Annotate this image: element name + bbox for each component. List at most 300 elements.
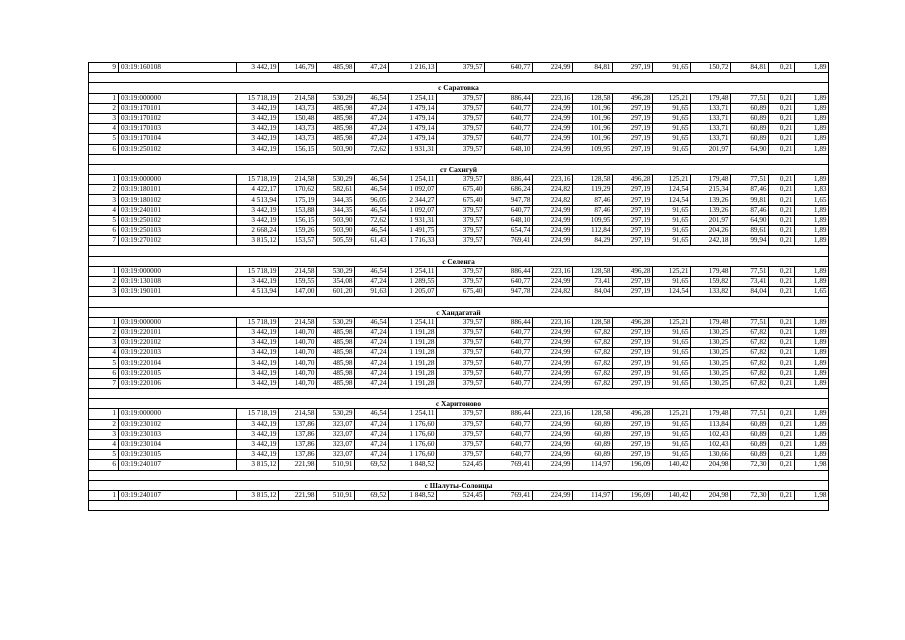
value-cell: 524,45 [437, 490, 485, 500]
value-cell: 89,61 [731, 226, 769, 236]
row-number: 5 [89, 215, 119, 225]
section-title: с Хандагатай [89, 307, 829, 317]
table-row [89, 450, 829, 460]
row-number: 4 [89, 439, 119, 449]
value-cell: 640,77 [485, 276, 533, 286]
row-number: 1 [89, 490, 119, 500]
value-cell: 379,57 [437, 226, 485, 236]
value-cell: 485,98 [317, 327, 355, 337]
cadastral-code: 03:19:220101 [119, 327, 237, 337]
value-cell: 640,77 [485, 113, 533, 123]
value-cell: 91,65 [653, 124, 691, 134]
value-cell: 1,89 [795, 327, 829, 337]
value-cell: 60,89 [731, 419, 769, 429]
value-cell: 1 191,28 [389, 348, 437, 358]
spacer-row [89, 154, 829, 164]
value-cell: 1,89 [795, 317, 829, 327]
value-cell: 143,73 [279, 103, 317, 113]
value-cell: 297,19 [613, 144, 653, 154]
value-cell: 379,57 [437, 124, 485, 134]
value-cell: 47,24 [355, 327, 389, 337]
value-cell: 354,08 [317, 276, 355, 286]
value-cell: 640,77 [485, 439, 533, 449]
value-cell: 133,71 [691, 134, 731, 144]
value-cell: 379,57 [437, 144, 485, 154]
value-cell: 297,19 [613, 113, 653, 123]
value-cell: 297,19 [613, 368, 653, 378]
value-cell: 150,48 [279, 113, 317, 123]
spacer-row [89, 297, 829, 307]
value-cell: 1 176,60 [389, 450, 437, 460]
value-cell: 640,77 [485, 338, 533, 348]
value-cell: 77,51 [731, 93, 769, 103]
row-number: 1 [89, 175, 119, 185]
value-cell: 69,52 [355, 460, 389, 470]
value-cell: 214,58 [279, 266, 317, 276]
section-title: с Шалуты-Солонцы [89, 480, 829, 490]
value-cell: 0,21 [769, 226, 795, 236]
value-cell: 1,89 [795, 205, 829, 215]
tariff-table [88, 62, 829, 511]
spacer-row [89, 501, 829, 511]
value-cell: 503,90 [317, 144, 355, 154]
value-cell: 139,26 [691, 195, 731, 205]
value-cell: 1,98 [795, 490, 829, 500]
value-cell: 60,89 [731, 134, 769, 144]
value-cell: 224,99 [533, 338, 573, 348]
table-row [89, 185, 829, 195]
value-cell: 114,97 [573, 490, 613, 500]
value-cell: 1 205,07 [389, 287, 437, 297]
value-cell: 297,19 [613, 63, 653, 73]
cadastral-code: 03:19:220106 [119, 378, 237, 388]
value-cell: 0,21 [769, 195, 795, 205]
table-row [89, 205, 829, 215]
value-cell: 1 191,28 [389, 368, 437, 378]
value-cell: 0,21 [769, 236, 795, 246]
value-cell: 297,19 [613, 134, 653, 144]
table-row [89, 490, 829, 500]
value-cell: 1 191,28 [389, 378, 437, 388]
value-cell: 179,48 [691, 409, 731, 419]
value-cell: 224,99 [533, 439, 573, 449]
table-row [89, 276, 829, 286]
value-cell: 72,62 [355, 144, 389, 154]
value-cell: 46,54 [355, 175, 389, 185]
value-cell: 179,48 [691, 317, 731, 327]
value-cell: 4 513,94 [237, 195, 279, 205]
value-cell: 582,61 [317, 185, 355, 195]
tariff-table-sheet [88, 62, 828, 511]
value-cell: 0,21 [769, 276, 795, 286]
table-row [89, 195, 829, 205]
row-number: 5 [89, 358, 119, 368]
value-cell: 379,57 [437, 378, 485, 388]
value-cell: 109,95 [573, 215, 613, 225]
table-row [89, 439, 829, 449]
value-cell: 886,44 [485, 409, 533, 419]
value-cell: 769,41 [485, 236, 533, 246]
value-cell: 47,24 [355, 450, 389, 460]
value-cell: 47,24 [355, 113, 389, 123]
value-cell: 323,07 [317, 450, 355, 460]
value-cell: 0,21 [769, 327, 795, 337]
value-cell: 224,99 [533, 236, 573, 246]
value-cell: 0,21 [769, 348, 795, 358]
value-cell: 3 442,19 [237, 419, 279, 429]
value-cell: 3 815,12 [237, 490, 279, 500]
row-number: 6 [89, 144, 119, 154]
value-cell: 67,82 [731, 378, 769, 388]
value-cell: 1 479,14 [389, 103, 437, 113]
row-number: 3 [89, 195, 119, 205]
value-cell: 344,35 [317, 205, 355, 215]
value-cell: 137,86 [279, 450, 317, 460]
value-cell: 1,89 [795, 175, 829, 185]
value-cell: 379,57 [437, 419, 485, 429]
value-cell: 124,54 [653, 287, 691, 297]
value-cell: 91,65 [653, 113, 691, 123]
value-cell: 101,96 [573, 134, 613, 144]
value-cell: 297,19 [613, 450, 653, 460]
cadastral-code: 03:19:170101 [119, 103, 237, 113]
cadastral-code: 03:19:220104 [119, 358, 237, 368]
value-cell: 91,65 [653, 134, 691, 144]
cadastral-code: 03:19:230104 [119, 439, 237, 449]
value-cell: 133,71 [691, 113, 731, 123]
value-cell: 379,57 [437, 103, 485, 113]
value-cell: 102,43 [691, 429, 731, 439]
value-cell: 1,89 [795, 266, 829, 276]
cadastral-code: 03:19:230103 [119, 429, 237, 439]
cadastral-code: 03:19:250103 [119, 226, 237, 236]
value-cell: 60,89 [731, 429, 769, 439]
value-cell: 1,89 [795, 358, 829, 368]
value-cell: 0,21 [769, 63, 795, 73]
value-cell: 485,98 [317, 124, 355, 134]
value-cell: 47,24 [355, 429, 389, 439]
value-cell: 503,90 [317, 226, 355, 236]
row-number: 2 [89, 419, 119, 429]
row-number: 9 [89, 63, 119, 73]
value-cell: 133,71 [691, 103, 731, 113]
value-cell: 224,99 [533, 134, 573, 144]
cadastral-code: 03:19:170102 [119, 113, 237, 123]
value-cell: 1 479,14 [389, 134, 437, 144]
value-cell: 485,98 [317, 103, 355, 113]
value-cell: 297,19 [613, 348, 653, 358]
cadastral-code: 03:19:270102 [119, 236, 237, 246]
value-cell: 77,51 [731, 175, 769, 185]
value-cell: 496,28 [613, 317, 653, 327]
value-cell: 113,84 [691, 419, 731, 429]
cadastral-code: 03:19:160108 [119, 63, 237, 73]
value-cell: 72,30 [731, 460, 769, 470]
value-cell: 1 716,33 [389, 236, 437, 246]
value-cell: 379,57 [437, 368, 485, 378]
value-cell: 1,65 [795, 195, 829, 205]
value-cell: 297,19 [613, 358, 653, 368]
value-cell: 91,65 [653, 226, 691, 236]
value-cell: 0,21 [769, 338, 795, 348]
cadastral-code: 03:19:190101 [119, 287, 237, 297]
value-cell: 3 442,19 [237, 348, 279, 358]
value-cell: 654,74 [485, 226, 533, 236]
value-cell: 0,21 [769, 93, 795, 103]
value-cell: 125,21 [653, 175, 691, 185]
value-cell: 91,65 [653, 348, 691, 358]
value-cell: 47,24 [355, 348, 389, 358]
row-number: 6 [89, 226, 119, 236]
value-cell: 379,57 [437, 409, 485, 419]
value-cell: 1,89 [795, 348, 829, 358]
table-row [89, 460, 829, 470]
value-cell: 91,65 [653, 378, 691, 388]
value-cell: 91,65 [653, 276, 691, 286]
value-cell: 648,10 [485, 144, 533, 154]
value-cell: 87,46 [573, 195, 613, 205]
table-row [89, 144, 829, 154]
row-number: 3 [89, 287, 119, 297]
value-cell: 1 092,07 [389, 205, 437, 215]
row-number: 1 [89, 266, 119, 276]
table-row [89, 358, 829, 368]
value-cell: 60,89 [573, 450, 613, 460]
value-cell: 64,90 [731, 144, 769, 154]
value-cell: 125,21 [653, 266, 691, 276]
value-cell: 0,21 [769, 185, 795, 195]
row-number: 7 [89, 378, 119, 388]
row-number: 3 [89, 113, 119, 123]
value-cell: 0,21 [769, 368, 795, 378]
value-cell: 223,16 [533, 175, 573, 185]
value-cell: 67,82 [573, 338, 613, 348]
value-cell: 91,65 [653, 368, 691, 378]
value-cell: 140,70 [279, 327, 317, 337]
value-cell: 201,97 [691, 144, 731, 154]
value-cell: 224,99 [533, 124, 573, 134]
value-cell: 0,21 [769, 490, 795, 500]
spacer-row [89, 73, 829, 83]
value-cell: 886,44 [485, 266, 533, 276]
value-cell: 640,77 [485, 450, 533, 460]
value-cell: 4 513,94 [237, 287, 279, 297]
value-cell: 146,79 [279, 63, 317, 73]
value-cell: 60,89 [731, 124, 769, 134]
value-cell: 99,81 [731, 195, 769, 205]
value-cell: 297,19 [613, 124, 653, 134]
value-cell: 2 344,27 [389, 195, 437, 205]
row-number: 4 [89, 205, 119, 215]
cadastral-code: 03:19:220103 [119, 348, 237, 358]
value-cell: 3 442,19 [237, 429, 279, 439]
table-row [89, 338, 829, 348]
value-cell: 530,29 [317, 317, 355, 327]
value-cell: 601,20 [317, 287, 355, 297]
value-cell: 379,57 [437, 358, 485, 368]
value-cell: 91,65 [653, 144, 691, 154]
table-row [89, 236, 829, 246]
value-cell: 1 176,60 [389, 419, 437, 429]
value-cell: 224,99 [533, 358, 573, 368]
value-cell: 1 931,31 [389, 215, 437, 225]
cadastral-code: 03:19:250102 [119, 144, 237, 154]
value-cell: 0,21 [769, 378, 795, 388]
value-cell: 60,89 [573, 439, 613, 449]
value-cell: 112,84 [573, 226, 613, 236]
value-cell: 91,63 [355, 287, 389, 297]
value-cell: 140,70 [279, 368, 317, 378]
value-cell: 344,35 [317, 195, 355, 205]
value-cell: 0,21 [769, 175, 795, 185]
value-cell: 137,86 [279, 439, 317, 449]
value-cell: 15 718,19 [237, 175, 279, 185]
value-cell: 3 442,19 [237, 368, 279, 378]
value-cell: 91,65 [653, 419, 691, 429]
value-cell: 91,65 [653, 439, 691, 449]
value-cell: 87,46 [731, 185, 769, 195]
value-cell: 73,41 [731, 276, 769, 286]
value-cell: 379,57 [437, 429, 485, 439]
value-cell: 3 815,12 [237, 460, 279, 470]
value-cell: 297,19 [613, 185, 653, 195]
value-cell: 67,82 [573, 348, 613, 358]
value-cell: 159,82 [691, 276, 731, 286]
value-cell: 0,21 [769, 450, 795, 460]
table-row [89, 215, 829, 225]
value-cell: 3 442,19 [237, 103, 279, 113]
value-cell: 297,19 [613, 226, 653, 236]
value-cell: 530,29 [317, 93, 355, 103]
value-cell: 485,98 [317, 368, 355, 378]
value-cell: 130,25 [691, 378, 731, 388]
value-cell: 485,98 [317, 113, 355, 123]
cadastral-code: 03:19:130108 [119, 276, 237, 286]
value-cell: 297,19 [613, 287, 653, 297]
value-cell: 224,99 [533, 103, 573, 113]
value-cell: 496,28 [613, 93, 653, 103]
value-cell: 1 176,60 [389, 439, 437, 449]
value-cell: 214,58 [279, 409, 317, 419]
value-cell: 379,57 [437, 450, 485, 460]
row-number: 1 [89, 409, 119, 419]
value-cell: 91,65 [653, 450, 691, 460]
value-cell: 640,77 [485, 327, 533, 337]
value-cell: 140,70 [279, 358, 317, 368]
value-cell: 675,40 [437, 195, 485, 205]
value-cell: 125,21 [653, 317, 691, 327]
value-cell: 224,99 [533, 378, 573, 388]
value-cell: 179,48 [691, 266, 731, 276]
value-cell: 179,48 [691, 93, 731, 103]
value-cell: 61,43 [355, 236, 389, 246]
table-row [89, 124, 829, 134]
table-row [89, 63, 829, 73]
value-cell: 379,57 [437, 338, 485, 348]
value-cell: 84,81 [573, 63, 613, 73]
value-cell: 67,82 [731, 327, 769, 337]
value-cell: 140,42 [653, 460, 691, 470]
value-cell: 0,21 [769, 266, 795, 276]
cadastral-code: 03:19:000000 [119, 175, 237, 185]
value-cell: 137,86 [279, 429, 317, 439]
value-cell: 73,41 [573, 276, 613, 286]
value-cell: 3 442,19 [237, 338, 279, 348]
value-cell: 675,40 [437, 185, 485, 195]
value-cell: 99,94 [731, 236, 769, 246]
value-cell: 67,82 [573, 327, 613, 337]
value-cell: 156,15 [279, 215, 317, 225]
value-cell: 1 216,13 [389, 63, 437, 73]
value-cell: 67,82 [573, 368, 613, 378]
value-cell: 91,65 [653, 205, 691, 215]
value-cell: 297,19 [613, 439, 653, 449]
value-cell: 128,58 [573, 175, 613, 185]
value-cell: 510,91 [317, 460, 355, 470]
value-cell: 221,98 [279, 460, 317, 470]
row-number: 2 [89, 103, 119, 113]
table-row [89, 429, 829, 439]
value-cell: 91,65 [653, 215, 691, 225]
value-cell: 297,19 [613, 236, 653, 246]
value-cell: 1,89 [795, 378, 829, 388]
value-cell: 128,58 [573, 409, 613, 419]
value-cell: 0,21 [769, 134, 795, 144]
value-cell: 485,98 [317, 348, 355, 358]
cadastral-code: 03:19:180102 [119, 195, 237, 205]
value-cell: 496,28 [613, 175, 653, 185]
value-cell: 46,54 [355, 185, 389, 195]
value-cell: 1,89 [795, 103, 829, 113]
value-cell: 47,24 [355, 419, 389, 429]
value-cell: 46,54 [355, 409, 389, 419]
section-title: с Селенга [89, 256, 829, 266]
value-cell: 224,82 [533, 185, 573, 195]
value-cell: 224,82 [533, 195, 573, 205]
value-cell: 1,89 [795, 409, 829, 419]
value-cell: 640,77 [485, 348, 533, 358]
value-cell: 379,57 [437, 276, 485, 286]
value-cell: 1 254,11 [389, 266, 437, 276]
value-cell: 3 442,19 [237, 215, 279, 225]
value-cell: 530,29 [317, 409, 355, 419]
value-cell: 297,19 [613, 276, 653, 286]
value-cell: 379,57 [437, 63, 485, 73]
value-cell: 224,82 [533, 287, 573, 297]
value-cell: 0,21 [769, 439, 795, 449]
value-cell: 223,16 [533, 266, 573, 276]
value-cell: 947,78 [485, 195, 533, 205]
value-cell: 130,66 [691, 450, 731, 460]
cadastral-code: 03:19:240107 [119, 490, 237, 500]
value-cell: 91,65 [653, 358, 691, 368]
value-cell: 47,24 [355, 134, 389, 144]
value-cell: 84,81 [731, 63, 769, 73]
value-cell: 297,19 [613, 195, 653, 205]
value-cell: 1,89 [795, 134, 829, 144]
table-row [89, 103, 829, 113]
section-title: с Харитоново [89, 399, 829, 409]
value-cell: 224,99 [533, 368, 573, 378]
value-cell: 91,65 [653, 63, 691, 73]
row-number: 1 [89, 93, 119, 103]
value-cell: 15 718,19 [237, 317, 279, 327]
value-cell: 0,21 [769, 205, 795, 215]
value-cell: 91,65 [653, 327, 691, 337]
value-cell: 224,99 [533, 144, 573, 154]
value-cell: 84,29 [573, 236, 613, 246]
value-cell: 150,72 [691, 63, 731, 73]
